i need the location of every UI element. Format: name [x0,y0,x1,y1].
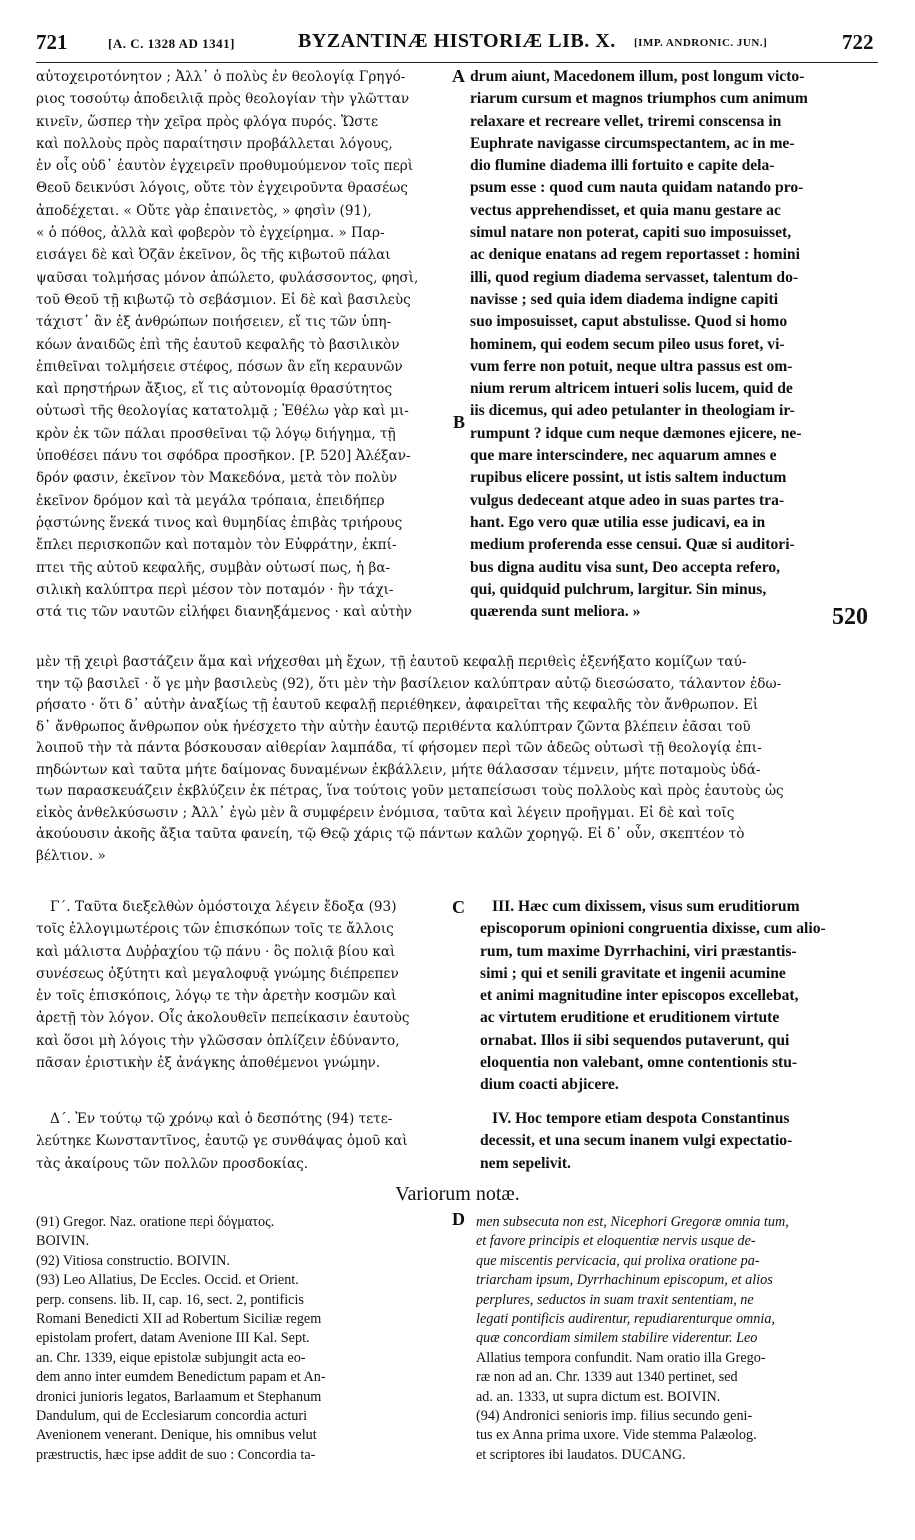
text-line: drum aiunt, Macedonem illum, post longum victo- [470,68,805,85]
edition-page-marker: 520 [832,604,868,630]
text-line: τοῦ Θεοῦ τῇ κιβωτῷ τὸ σεβάσμιον. Εἰ δὲ καὶ βασιλεὺς [36,291,411,308]
latin-text-block [470,66,878,623]
text-line: psum esse : quod cum nauta quidam natando pro- [470,179,804,197]
latin-section-iii [480,896,878,1097]
note-line: et favore principis et eloquentiæ nervis usque de- [476,1233,756,1250]
text-line: την τῷ βασιλεῖ · ὅ γε μὴν βασιλεὺς (92), ὅτι μὲν τὴν βασίλειον καλύπτραν αὐτῷ διεσώσατο, τάλαντον ἐδω- [36,675,782,692]
text-line: eloquentia non valebant, omne contentionis stu- [480,1054,798,1072]
text-line: decessit, et una secum inanem vulgi expectatio- [480,1132,793,1150]
header-rule [36,62,878,63]
margin-marker-d: D [452,1209,465,1229]
text-line: ἐν τοῖς ἐπισκόποις, λόγῳ τε τὴν ἀρετὴν κοσμῶν καὶ [36,988,397,1005]
notes-left-text [36,1213,448,1465]
text-line: τάχιστ᾽ ἂν ἐξ ἀνθρώπων ποιήσειεν, εἴ τις τῶν ὑπη- [36,314,392,331]
text-line: δ᾽ ἄνθρωπος ἄνθρωπον οὐκ ἠνέσχετο τὴν αὐτὴν ἑαυτῷ περιθέντα καλύπτραν ζῶντα βλέπειν ἐᾶσαι τοῦ [36,718,751,735]
text-line: rum, tum maxime Dyrrhachini, viri præstantis- [480,942,797,960]
note-line: perp. consens. lib. II, cap. 16, sect. 2, pontificis [36,1291,304,1308]
text-line: illi, quod regium diadema servasset, talentum do- [470,268,799,286]
note-line: Dandulum, qui de Ecclesiarum concordia acturi [36,1408,308,1425]
latin-column-top [470,66,878,623]
text-line: πᾶσαν ἐριστικὴν ἐξ ἀνάγκης ἀποθέμενοι γνώμην. [36,1055,381,1072]
text-line: Θεοῦ δεικνύσι λόγοις, οὔτε τὸν ἐγχειροῦντα θρασέως [36,180,408,197]
text-line: bus digna auditu visa sunt, Deo accepta refero, [470,558,781,576]
text-line: vum ferre non potuit, neque ultra passus est om- [470,357,793,375]
running-header [36,30,878,60]
note-line: legati pontificis audirentur, repudiarenturque omnia, [476,1311,775,1328]
text-line: vectus apprehendisset, et quia manu gestare ac [470,201,781,219]
text-line: κόων ἀναιδῶς ἐπὶ τῆς ἑαυτοῦ κεφαλῆς τὸ βασιλικὸν [36,336,400,353]
greek-section-g-text [36,896,446,1074]
text-line: ῥᾳστώνης ἕνεκά τινος καὶ θυμηδίας ἐπιβὰς τριήρους [36,514,403,531]
text-line: λεύτηκε Κωνσταντῖνος, ἑαυτῷ γε συνθάψας ὁμοῦ καὶ [36,1133,408,1150]
note-line: (91) Gregor. Naz. oratione περὶ δόγματος. [36,1214,275,1230]
text-line: navisse ; sed quia idem diadema indigne capiti [470,290,779,308]
text-line: « ὁ πόθος, ἀλλὰ καὶ φοβερὸν τὸ ἐγχείρημα. » Παρ- [36,225,385,242]
text-line: αὐτοχειροτόνητον ; Ἀλλ᾽ ὁ πολὺς ἐν θεολογίᾳ Γρηγό- [36,69,406,85]
text-line: quærenda sunt meliora. » [470,603,641,621]
text-line: στά τις τῶν ναυτῶν εἰλήφει διανηξάμενος · καὶ αὐτὴν [36,604,412,621]
text-line: simul natare non poterat, capiti suo imposuisset, [470,224,792,242]
latin-section-iii-text [480,896,878,1097]
greek-full-width [36,652,878,867]
greek-column-top [36,66,446,623]
note-line: dem anno inter eumdem Benedictum papam et An- [36,1369,326,1386]
greek-section-d-text [36,1108,446,1175]
greek-section-g [36,896,446,1074]
text-line: ornabat. Illos ii sibi sequendos putaverunt, qui [480,1031,790,1049]
text-line: hant. Ego vero quæ utilia esse judicavi, ea in [470,513,766,531]
note-line: ad. an. 1333, ut supra dictum est. BOIVIN. [476,1388,721,1405]
text-line: πτει τῆς αὐτοῦ κεφαλῆς, συμβὰν οὑτωσί πως, ἡ βα- [36,559,391,576]
text-line: λοιποῦ τὴν τὰ πάντα βόσκουσαν αἰθερίαν λαμπάδα, τί φήσομεν περὶ τῶν ἀδεῶς οὑτωσὶ τῇ θεολογίᾳ ἐπι- [36,740,762,756]
text-line: πηδώντων καὶ ταῦτα μήτε δαίμονας δυναμένων ἐκβάλλειν, μήτε θάλασσαν τέμνειν, μήτε ποταμοὺς ὑδά- [36,761,761,778]
text-line: III. Hæc cum dixissem, visus sum eruditiorum [492,898,800,915]
text-line: suo imposuisset, caput abstulisse. Quod si homo [470,313,788,331]
note-line: (93) Leo Allatius, De Eccles. Occid. et Orient. [36,1272,299,1289]
emperor-label: [IMP. ANDRONIC. JUN.] [634,37,768,49]
note-line: an. Chr. 1339, eique epistolæ subjungit acta eo- [36,1349,306,1366]
note-line: epistolam profert, datam Avenione III Kal. Sept. [36,1330,310,1347]
text-line: dio flumine diadema illi fortuito e capite dela- [470,157,775,175]
text-line: κρὸν ἐκ τῶν πάλαι προσθεῖναι τῷ λόγῳ διήγημα, τῇ [36,425,396,442]
page-number-left: 721 [36,30,68,54]
note-line: BOIVIN. [36,1233,90,1250]
latin-section-iv [480,1108,878,1175]
text-line: οὑτωσὶ τῆς θεολογίας κατατολμᾷ ; Ἐθέλω γὰρ καὶ μι- [36,403,409,420]
note-line: tus ex Anna prima uxore. Vide stemma Palæolog. [476,1427,757,1444]
text-line: ρήσατο · ὅτι δ᾽ αὐτὴν ἀναξίως τῇ ἑαυτοῦ κεφαλῇ περιέθηκεν, ἀφαιρεῖται τῆς κεφαλῆς τὸν ἄνθρωπον. Εἰ [36,697,759,713]
latin-section-iv-text [480,1108,878,1175]
text-line: των παρασκευάζειν ἐκβλύζειν ἐκ πέτρας, ἵνα τούτοις γοῦν μεταπείσωσι τοὺς πολλοὺς καὶ πρὸς ἑαυτοὺς ὡς [36,783,784,799]
text-line: iis dicemus, qui adeo petulanter in theologiam ir- [470,402,795,420]
text-line: εἰκὸς ἀνθελκύσωσιν ; Ἀλλ᾽ ἐγὼ μὲν ἃ συμφέρειν ἐνόμισα, ταῦτα καὶ λέγειν προῆγμαι. Εἰ δὲ καὶ τοῖς [36,804,735,821]
note-line: ræ non ad an. Chr. 1339 aut 1340 pertinet, sed [476,1369,738,1386]
text-line: dium coacti abjicere. [480,1076,619,1094]
running-title: BYZANTINÆ HISTORIÆ LIB. X. [298,30,616,52]
text-line: ἀποδέχεται. « Οὔτε γὰρ ἐπαινετὸς, » φησὶν (91), [36,202,372,219]
text-line: τοῖς ἐλλογιμωτέροις τῶν ἐπισκόπων τοῖς τε ἄλλοις [36,921,394,938]
text-line: εισάγει δὲ καὶ Ὀζᾶν ἐκεῖνον, ὃς τῆς κιβωτοῦ πάλαι [36,247,391,264]
text-line: ὑποθέσει πάνυ τοι σφόδρα προσῆκον. [P. 520] Ἀλέξαν- [36,448,411,465]
note-line: (94) Andronici senioris imp. filius secundo geni- [476,1408,753,1425]
text-line: σιλικὴ καλύπτρα περὶ μέσον τὸν ποταμόν · ἣν τάχι- [36,581,394,598]
note-line: que miscentis pervicacia, qui prolixa oratione pa- [476,1252,760,1269]
note-line: men subsecuta non est, Nicephori Gregoræ omnia tum, [476,1214,789,1230]
text-line: ἀκούουσιν ἀκοῆς ἄξια ταῦτα φανείη, τῷ Θεῷ χάρις τῷ πάντων καλῶν χορηγῷ. Εἰ δ᾽ οὖν, σκεπτέον τὸ [36,826,745,842]
greek-text-block [36,66,446,623]
notes-heading: Variorum notæ. [395,1183,520,1205]
note-line: et scriptores ibi laudatos. DUCANG. [476,1446,686,1463]
text-line: ριος τοσούτῳ ἀποδειλιᾷ πρὸς θεολογίαν τὴν γλῶτταν [36,91,410,108]
note-line: quæ concordiam similem stabilire viderentur. Leo [476,1330,758,1347]
text-line: IV. Hoc tempore etiam despota Constantinus [492,1110,790,1127]
note-line: Avenionem venerant. Denique, his omnibus velut [36,1427,317,1444]
text-line: ψαῦσαι τολμήσας μόνον ἀπώλετο, φυλάσσοντος, φησὶ, [36,269,419,286]
text-line: que mare interscindere, nec aquarum amnes e [470,447,777,465]
text-line: συνέσεως ὀξύτητι καὶ μεγαλοφυᾷ γνώμης διέπρεπεν [36,965,399,982]
text-line: ac virtutem eruditione et eruditionem virtute [480,1009,780,1027]
note-line: triarcham ipsum, Dyrrhachinum episcopum, et alios [476,1272,773,1289]
text-line: ἀρετῇ τὸν λόγον. Οἷς ἀκολουθεῖν πεπείκασιν ἑαυτοὺς [36,1010,410,1027]
text-line: ἐπιθεῖναι τολμήσειε στέφος, πόσων ἂν εἴη κεραυνῶν [36,358,403,375]
text-line: τὰς ἀκαίρους τῶν πολλῶν προσδοκίας. [36,1155,309,1172]
note-line: dronici junioris legatos, Barlaamum et Stephanum [36,1388,322,1405]
text-line: καὶ πολλοὺς πρὸς παραίτησιν προβάλλεται λόγους, [36,135,393,152]
note-line: præstructis, hæc ipse addit de suo : Concordia ta- [36,1446,316,1463]
text-line: ac denique enatans ad regem reportasset : homini [470,246,800,264]
text-line: καὶ ὅσοι μὴ λόγοις τὴν γλῶσσαν ὁπλίζειν ἐδύναντο, [36,1032,400,1049]
text-line: medium proferenda esse censui. Quæ si auditori- [470,536,795,554]
text-line: ἐκεῖνον δρόμον καὶ τὰ μεγάλα τρόπαια, ἐπειδήπερ [36,492,385,509]
text-line: riarum cursum et magnos triumphos cum animum [470,90,808,108]
margin-marker-a: A [452,66,465,86]
notes-right-text [476,1213,878,1465]
notes-right-column [476,1213,878,1465]
text-line: relaxare et recreare vellet, triremi conscensa in [470,112,782,130]
note-line: Allatius tempora confundit. Nam oratio illa Grego- [476,1349,766,1366]
margin-marker-c: C [452,897,465,917]
text-line: δρόν φασιν, ἐκεῖνον τὸν Μακεδόνα, μετὰ τὸν πολὺν [36,470,398,487]
text-line: Γ΄. Ταῦτα διεξελθὼν ὁμόστοιχα λέγειν ἔδοξα (93) [50,899,397,915]
text-line: Δ΄. Ἐν τούτῳ τῷ χρόνῳ καὶ ὁ δεσπότης (94) τετε- [50,1111,393,1127]
text-line: κινεῖν, ὥσπερ τὴν χεῖρα πρὸς φλόγα πυρός. Ὥστε [36,113,379,130]
text-line: ἔπλει περισκοπῶν καὶ ποταμὸν τὸν Εὐφράτην, ἐκπί- [36,537,397,554]
page-number-right: 722 [842,30,874,54]
greek-full-text [36,652,878,867]
text-line: καὶ μάλιστα Δυῤῥαχίου τῷ πάνυ · ὃς πολιᾷ βίου καὶ [36,943,396,960]
note-line: (92) Vitiosa constructio. BOIVIN. [36,1252,230,1269]
text-line: βέλτιον. » [36,847,106,864]
text-line: rupibus elicere possint, ut istis saltem inductum [470,469,787,487]
greek-section-d [36,1108,446,1175]
text-line: episcoporum opinioni congruentia dixisse, cum alio- [480,920,826,938]
note-line: Romani Benedicti XII ad Robertum Siciliæ regem [36,1311,322,1328]
text-line: nem sepelivit. [480,1154,571,1172]
text-line: καὶ πρηστήρων ἄξιος, εἴ τις αὐτονομίᾳ θρασύτητος [36,381,393,398]
text-line: et animi magnitudine inter episcopos excellebat, [480,987,799,1005]
notes-left-column [36,1213,448,1465]
text-line: ἐν οἷς οὐδ᾽ ἑαυτὸν ἐγχειρεῖν προθυμούμενον τοῖς περὶ [36,158,414,175]
text-line: hominem, qui eodem secum pileo usus foret, vi- [470,335,785,353]
margin-marker-b: B [453,412,466,432]
text-line: nium rerum altricem intueri solis lucem, quid de [470,380,793,398]
year-range: [A. C. 1328 AD 1341] [108,36,235,51]
text-line: vulgus dedeceant atque adeo in suas partes tra- [470,491,785,509]
text-line: simi ; qui et senili gravitate et ingenii acumine [480,964,786,982]
note-line: perplures, seductos in suam traxit sententiam, ne [476,1291,754,1308]
text-line: μὲν τῇ χειρὶ βαστάζειν ἅμα καὶ νήχεσθαι μὴ ἔχων, τῇ ἑαυτοῦ κεφαλῇ περιθεὶς ἐξενήξατο κομίζων ταύ- [36,654,747,670]
text-line: Euphrate navigasse circumspectantem, ac in me- [470,134,795,152]
text-line: rumpunt ? idque cum neque dæmones ejicere, ne- [470,424,802,442]
text-line: qui, quidquid pulchrum, largitur. Sin minus, [470,580,767,598]
